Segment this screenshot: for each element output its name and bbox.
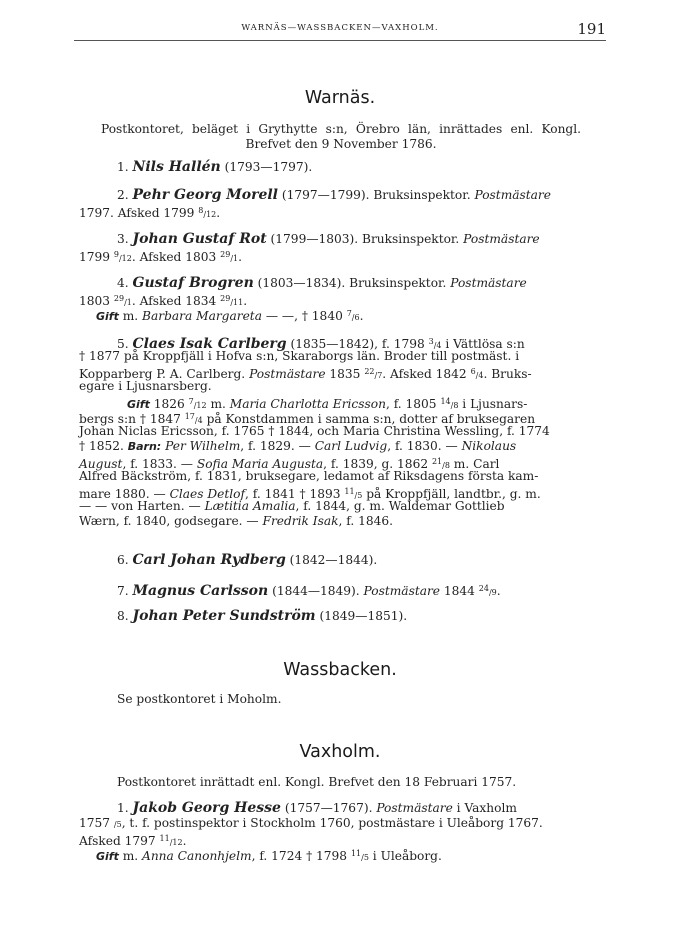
entry-years: (1799—1803). Bruksinspektor. — [270, 232, 460, 246]
entry-text: mare 1880. — — [79, 487, 170, 501]
entry-text: , f. 1724 † 1798 — [251, 849, 351, 863]
entry-text: , f. 1805 — [385, 397, 441, 411]
entry-text: på Kroppfjäll, landtbr., g. m. — [362, 487, 541, 501]
entry-number: 6. — [117, 553, 129, 567]
vaxholm-intro — [101, 775, 581, 790]
fraction-num: 17 — [184, 412, 195, 421]
entry-text: Alfred Bäckström, f. 1831, bruksegare, ledamot af Riksdagens första kam- — [79, 469, 539, 483]
fraction-num: 24 — [478, 584, 489, 593]
entry-text: Afsked 1797 — [79, 834, 160, 848]
fraction-num: 11 — [159, 834, 170, 843]
entry-nils-hallen — [101, 160, 581, 175]
entry-text: 1757 — [79, 816, 114, 830]
entry-text: m. — [206, 397, 230, 411]
entry-text: 1835 — [325, 367, 365, 381]
entry-text: i Vaxholm — [452, 801, 517, 815]
child-name: August — [79, 457, 123, 471]
entry-text: . — [216, 206, 221, 220]
fraction-den: /4 — [433, 341, 442, 350]
fraction-den: /12 — [118, 254, 132, 263]
entry-text: 1797. Afsked 1799 — [79, 206, 199, 220]
gift-label: Gift — [127, 398, 150, 411]
running-title: WARNÄS—WASSBACKEN—VAXHOLM. — [241, 23, 439, 33]
person-name: Carl Johan Rydberg — [132, 552, 286, 568]
entry-text: , f. 1844, g. m. Waldemar Gottlieb — [295, 499, 505, 513]
fraction-den: /12 — [169, 838, 183, 847]
role-title: Postmästare — [363, 584, 441, 598]
child-name: Fredrik Isak — [262, 514, 339, 528]
child-name: Lætitia Amalia — [204, 499, 296, 513]
entry-text: , f. 1839, g. 1862 — [323, 457, 432, 471]
fraction-den: /5 — [354, 491, 363, 500]
entry-years: (1797—1799). Bruksinspektor. — [281, 188, 471, 202]
entry-years: (1803—1834). Bruksinspektor. — [257, 276, 447, 290]
entry-text: 1803 — [79, 294, 114, 308]
entry-text: , f. 1829. — — [240, 439, 315, 453]
gift-label: Gift — [96, 310, 119, 323]
fraction-num: 6 — [470, 367, 476, 376]
entry-text: . — [238, 250, 242, 264]
fraction-num: 21 — [431, 457, 443, 466]
fraction-num: 7 — [346, 309, 352, 318]
entry-text: Se postkontoret i Moholm. — [117, 692, 282, 706]
entry-text: . — [243, 294, 248, 308]
entry-text: . Bruks- — [483, 367, 532, 381]
entry-text: , t. f. postinspektor i Stockholm 1760, postmästare i Uleåborg 1767. — [121, 816, 543, 830]
fraction-den: /4 — [475, 371, 484, 380]
warnas-intro — [101, 122, 581, 152]
person-name: Johan Peter Sundström — [132, 608, 316, 624]
gift-label: Gift — [96, 850, 119, 863]
entry-number: 3. — [117, 232, 129, 246]
fraction-num: 7 — [188, 397, 194, 406]
entry-years: (1757—1767). — [284, 801, 373, 815]
barn-label: Barn: — [127, 440, 162, 453]
entry-text: i Uleåborg. — [368, 849, 442, 863]
entry-number: 7. — [117, 584, 129, 598]
entry-text: — — von Harten. — — [79, 499, 205, 513]
person-name: Nils Hallén — [132, 159, 221, 175]
entry-years: (1844—1849). — [272, 584, 360, 598]
fraction-den: /1 — [230, 254, 239, 263]
fraction-num: 29 — [113, 294, 125, 303]
role-title: Postmästare — [463, 232, 540, 246]
entry-text: . — [496, 584, 501, 598]
fraction-den: /1 — [124, 298, 132, 307]
entry-magnus-carlsson — [101, 581, 581, 599]
entry-text: . Afsked 1842 — [382, 367, 471, 381]
fraction-num: 3 — [428, 337, 434, 346]
entry-johan-rot — [79, 231, 581, 264]
spouse-name: Anna Canonhjelm — [142, 849, 252, 863]
warnas-intro-line-2: Brefvet den 9 November 1786. — [245, 137, 437, 151]
entry-number: 8. — [117, 609, 129, 623]
entry-text: . Afsked 1803 — [131, 250, 221, 264]
role-title: Postmästare — [450, 276, 527, 290]
child-name: Sofia Maria Augusta — [196, 457, 324, 471]
entry-text: Postkontoret inrättadt enl. Kongl. Brefvet den 18 Februari 1757. — [117, 775, 517, 789]
entry-text: † 1877 på Kroppfjäll i Hofva s:n, Skaraborgs län. Broder till postmäst. i — [79, 349, 520, 363]
page-number: 191 — [577, 20, 606, 38]
fraction-num: 9 — [113, 250, 119, 259]
spouse-name: Barbara Margareta — [142, 309, 262, 323]
person-name: Gustaf Brogren — [132, 275, 254, 291]
entry-text: — —, † 1840 — [261, 309, 347, 323]
role-title: Postmästare — [376, 801, 453, 815]
entry-carl-rydberg — [101, 553, 581, 568]
fraction-den: /12 — [203, 210, 217, 219]
child-name: Per Wilhelm — [165, 439, 241, 453]
entry-text: i Ljusnars- — [458, 397, 528, 411]
person-name: Pehr Georg Morell — [132, 187, 278, 203]
entry-number: 5. — [117, 337, 129, 351]
fraction-den: /4 — [194, 416, 203, 425]
fraction-den: /6 — [351, 313, 360, 322]
child-name: Nikolaus — [461, 439, 517, 453]
entry-jakob-hesse — [79, 800, 581, 863]
entry-text: m. — [118, 849, 143, 863]
entry-text: Wærn, f. 1840, godsegare. — — [79, 514, 263, 528]
fraction-num: 8 — [198, 206, 204, 215]
entry-years: (1842—1844). — [289, 553, 378, 567]
section-title-wassbacken: Wassbacken. — [283, 660, 397, 680]
fraction-den: /12 — [193, 401, 207, 410]
fraction-num: 14 — [440, 397, 451, 406]
fraction-den: /8 — [442, 461, 450, 470]
entry-number: 1. — [117, 160, 129, 174]
entry-text: 1844 — [440, 584, 479, 598]
role-title: Postmästare — [474, 188, 551, 202]
entry-years: (1793—1797). — [224, 160, 313, 174]
fraction-den: /7 — [374, 371, 383, 380]
entry-years: (1849—1851). — [319, 609, 408, 623]
entry-text: m. Carl — [449, 457, 500, 471]
role-title: Postmästare — [249, 367, 326, 381]
entry-text: , f. 1841 † 1893 — [245, 487, 345, 501]
fraction-den: /5 — [113, 820, 122, 829]
entry-text: , f. 1830. — — [387, 439, 462, 453]
entry-text: , f. 1846. — [338, 514, 393, 528]
fraction-den: /9 — [488, 588, 497, 597]
entry-text: egare i Ljusnarsberg. — [79, 379, 212, 393]
entry-text: m. — [118, 309, 143, 323]
spouse-name: Maria Charlotta Ericsson — [229, 397, 386, 411]
entry-text: (1835—1842), f. 1798 — [290, 337, 429, 351]
entry-text: † 1852. — [79, 439, 128, 453]
person-name: Magnus Carlsson — [132, 583, 269, 599]
entry-johan-sundstrom — [101, 609, 581, 624]
fraction-num: 29 — [220, 250, 231, 259]
fraction-num: 29 — [220, 294, 231, 303]
person-name: Jakob Georg Hesse — [132, 800, 281, 816]
entry-number: 1. — [117, 801, 129, 815]
fraction-den: /5 — [361, 853, 369, 862]
entry-text: i Vättlösa s:n — [441, 337, 525, 351]
person-name: Johan Gustaf Rot — [132, 231, 267, 247]
header-rule — [74, 40, 606, 41]
entry-text: 1826 — [149, 397, 189, 411]
entry-claes-carlberg — [79, 334, 581, 529]
entry-text: , f. 1833. — — [122, 457, 197, 471]
entry-pehr-morell — [79, 187, 581, 220]
fraction-num: 22 — [364, 367, 375, 376]
running-header — [74, 20, 606, 40]
warnas-intro-line-1: Postkontoret, beläget i Grythytte s:n, Örebro län, inrättades enl. Kongl. — [101, 122, 581, 136]
wassbacken-text — [101, 692, 581, 707]
entry-text: bergs s:n † 1847 — [79, 412, 185, 426]
section-title-warnas: Warnäs. — [304, 88, 376, 108]
entry-text: Kopparberg P. A. Carlberg. — [79, 367, 250, 381]
entry-gustaf-brogren — [79, 275, 581, 323]
child-name: Carl Ludvig — [314, 439, 388, 453]
entry-number: 4. — [117, 276, 129, 290]
person-name: Claes Isak Carlberg — [132, 336, 287, 352]
fraction-num: 11 — [344, 487, 355, 496]
entry-number: 2. — [117, 188, 129, 202]
fraction-den: /8 — [450, 401, 459, 410]
entry-text: 1799 — [79, 250, 114, 264]
child-name: Claes Detlof — [169, 487, 246, 501]
fraction-den: /11 — [230, 298, 244, 307]
fraction-num: 11 — [350, 849, 362, 858]
entry-text: på Konstdammen i samma s:n, dotter af bruksegaren — [202, 412, 536, 426]
entry-text: . — [182, 834, 187, 848]
entry-text: . Afsked 1834 — [131, 294, 221, 308]
section-title-vaxholm: Vaxholm. — [299, 742, 381, 762]
entry-text: . — [359, 309, 364, 323]
entry-text: Johan Niclas Ericsson, f. 1765 † 1844, och Maria Christina Wessling, f. 1774 — [79, 424, 550, 438]
